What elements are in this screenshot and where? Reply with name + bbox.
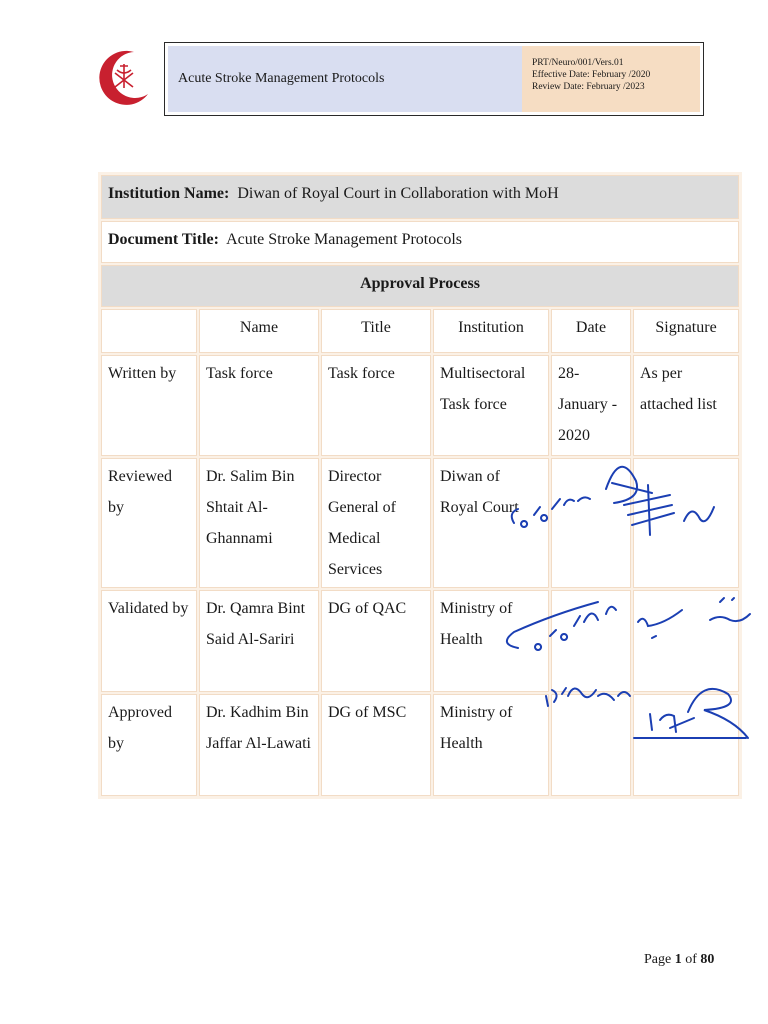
role-cell: Written by [102, 356, 196, 455]
name-cell: Dr. Kadhim Bin Jaffar Al-Lawati [200, 695, 318, 795]
ministry-logo [94, 46, 156, 108]
table-row [102, 356, 738, 455]
header-title: Acute Stroke Management Protocols [178, 71, 385, 86]
signature-cell: As per attached list [634, 356, 738, 455]
signature-cell [634, 591, 738, 691]
date-cell: 28-January - 2020 [552, 356, 630, 455]
title-cell: Task force [322, 356, 430, 455]
date-cell [552, 459, 630, 587]
role-cell: Reviewed by [102, 459, 196, 587]
document-title-row [102, 222, 738, 262]
institution-cell: Diwan of Royal Court [434, 459, 548, 587]
name-cell: Dr. Salim Bin Shtait Al-Ghannami [200, 459, 318, 587]
column-header: Institution [434, 310, 548, 352]
approval-heading: Approval Process [102, 266, 738, 306]
name-cell: Dr. Qamra Bint Said Al-Sariri [200, 591, 318, 691]
column-header: Signature [634, 310, 738, 352]
table-row [102, 459, 738, 587]
document-header [164, 42, 704, 116]
signature-cell [634, 695, 738, 795]
approval-table [98, 172, 742, 799]
name-cell: Task force [200, 356, 318, 455]
title-cell: Director General of Medical Services [322, 459, 430, 587]
institution-label: Institution Name: [108, 185, 230, 202]
document-title-value: Acute Stroke Management Protocols [226, 231, 463, 248]
institution-row [102, 176, 738, 218]
header-title-panel [168, 46, 522, 112]
title-cell: DG of QAC [322, 591, 430, 691]
table-row [102, 591, 738, 691]
institution-cell: Ministry of Health [434, 695, 548, 795]
document-title-label: Document Title: [108, 231, 219, 248]
column-header [102, 310, 196, 352]
doc-code: PRT/Neuro/001/Vers.01 [532, 58, 624, 68]
role-cell: Approved by [102, 695, 196, 795]
date-cell [552, 695, 630, 795]
role-cell: Validated by [102, 591, 196, 691]
review-date: Review Date: February /2023 [532, 82, 645, 92]
signature-cell [634, 459, 738, 587]
institution-value: Diwan of Royal Court in Collaboration with MoH [237, 185, 559, 202]
column-header: Title [322, 310, 430, 352]
effective-date: Effective Date: February /2020 [532, 70, 651, 80]
column-header: Name [200, 310, 318, 352]
title-cell: DG of MSC [322, 695, 430, 795]
page-number: Page 1 of 80 [644, 952, 715, 967]
institution-cell: Ministry of Health [434, 591, 548, 691]
date-cell [552, 591, 630, 691]
column-header: Date [552, 310, 630, 352]
institution-cell: Multisectoral Task force [434, 356, 548, 455]
header-meta-panel [522, 46, 700, 112]
table-row [102, 695, 738, 795]
